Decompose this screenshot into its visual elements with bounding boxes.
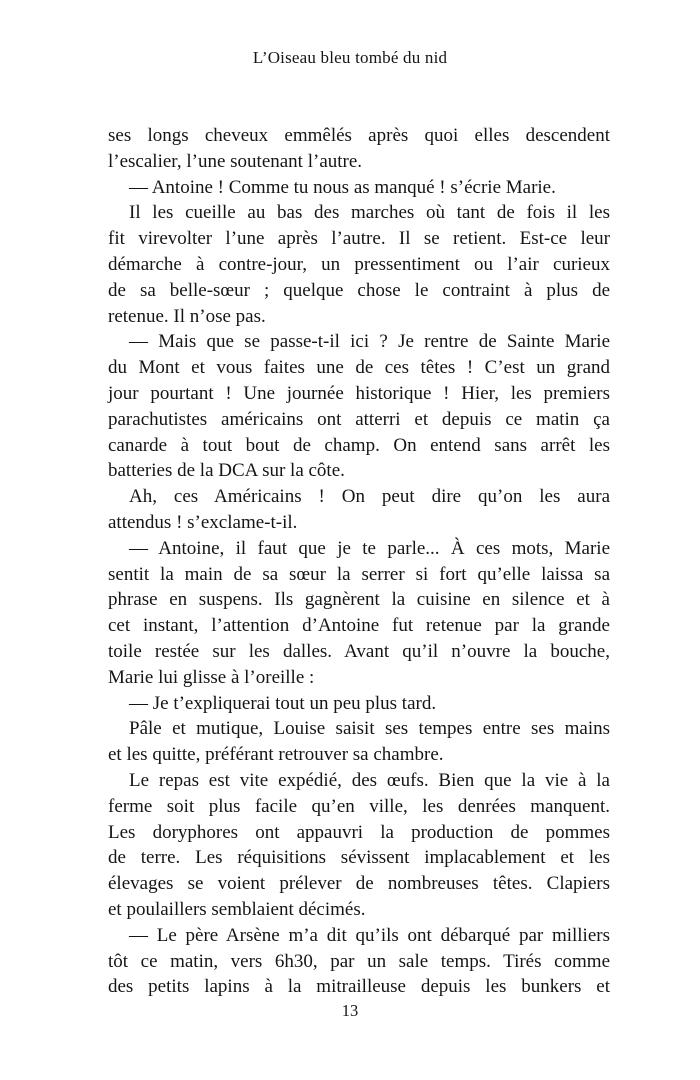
text-line: canarde à tout bout de champ. On entend sans arrêt les bbox=[108, 434, 610, 456]
text-line: Les doryphores ont appauvri la production de pommes bbox=[108, 821, 610, 843]
text-line: démarche à contre-jour, un pressentiment ou l’air curieux bbox=[108, 253, 610, 275]
text-line: Pâle et mutique, Louise saisit ses tempes entre ses mains bbox=[129, 718, 610, 740]
text-line: retenue. Il n’ose pas. bbox=[108, 305, 266, 327]
text-line: attendus ! s’exclame-t-il. bbox=[108, 511, 298, 533]
text-line: phrase en suspens. Ils gagnèrent la cuisine en silence et à bbox=[108, 589, 610, 611]
text-line: élevages se voient prélever de nombreuses têtes. Clapiers bbox=[108, 873, 610, 895]
text-line: des petits lapins à la mitrailleuse depuis les bunkers et bbox=[108, 976, 610, 998]
text-line: de terre. Les réquisitions sévissent implacablement et les bbox=[108, 847, 610, 869]
running-header-title: L’Oiseau bleu tombé du nid bbox=[252, 48, 448, 67]
text-line: — Antoine, il faut que je te parle... À ces mots, Marie bbox=[129, 537, 610, 559]
text-line: ferme soit plus facile qu’en ville, les denrées manquent. bbox=[108, 795, 610, 817]
text-line: Le repas est vite expédié, des œufs. Bien que la vie à la bbox=[129, 769, 610, 791]
text-line: tôt ce matin, vers 6h30, par un sale temps. Tirés comme bbox=[108, 950, 610, 972]
text-line: ses longs cheveux emmêlés après quoi elles descendent bbox=[108, 125, 610, 146]
text-line: jour pourtant ! Une journée historique ! Hier, les premiers bbox=[108, 382, 610, 404]
text-line: sentit la main de sa sœur la serrer si fort qu’elle laissa sa bbox=[108, 563, 610, 585]
text-line: parachutistes américains ont atterri et depuis ce matin ça bbox=[108, 408, 610, 430]
text-line: de sa belle-sœur ; quelque chose le contraint à plus de bbox=[108, 279, 610, 301]
text-block bbox=[108, 123, 610, 1000]
text-line: et poulaillers semblaient décimés. bbox=[108, 898, 366, 920]
text-line: — Je t’expliquerai tout un peu plus tard. bbox=[129, 692, 437, 714]
text-line: cet instant, l’attention d’Antoine fut retenue par la grande bbox=[108, 615, 610, 637]
text-line: — Le père Arsène m’a dit qu’ils ont débarqué par milliers bbox=[129, 924, 610, 946]
text-line: Il les cueille au bas des marches où tant de fois il les bbox=[129, 202, 610, 224]
page-number: 13 bbox=[341, 1001, 359, 1020]
text-line: toile restée sur les dalles. Avant qu’il n’ouvre la bouche, bbox=[108, 640, 610, 662]
text-line: du Mont et vous faites une de ces têtes ! C’est un grand bbox=[108, 357, 610, 379]
text-line: et les quitte, préférant retrouver sa chambre. bbox=[108, 744, 444, 766]
text-line: — Mais que se passe-t-il ici ? Je rentre de Sainte Marie bbox=[129, 331, 610, 353]
text-line: batteries de la DCA sur la côte. bbox=[108, 460, 345, 482]
text-line: Marie lui glisse à l’oreille : bbox=[108, 666, 315, 688]
text-line: l’escalier, l’une soutenant l’autre. bbox=[108, 150, 363, 172]
text-line: fit virevolter l’une après l’autre. Il se retient. Est-ce leur bbox=[108, 228, 610, 250]
text-line: Ah, ces Américains ! On peut dire qu’on les aura bbox=[129, 486, 610, 508]
text-line: — Antoine ! Comme tu nous as manqué ! s’écrie Marie. bbox=[129, 176, 556, 198]
